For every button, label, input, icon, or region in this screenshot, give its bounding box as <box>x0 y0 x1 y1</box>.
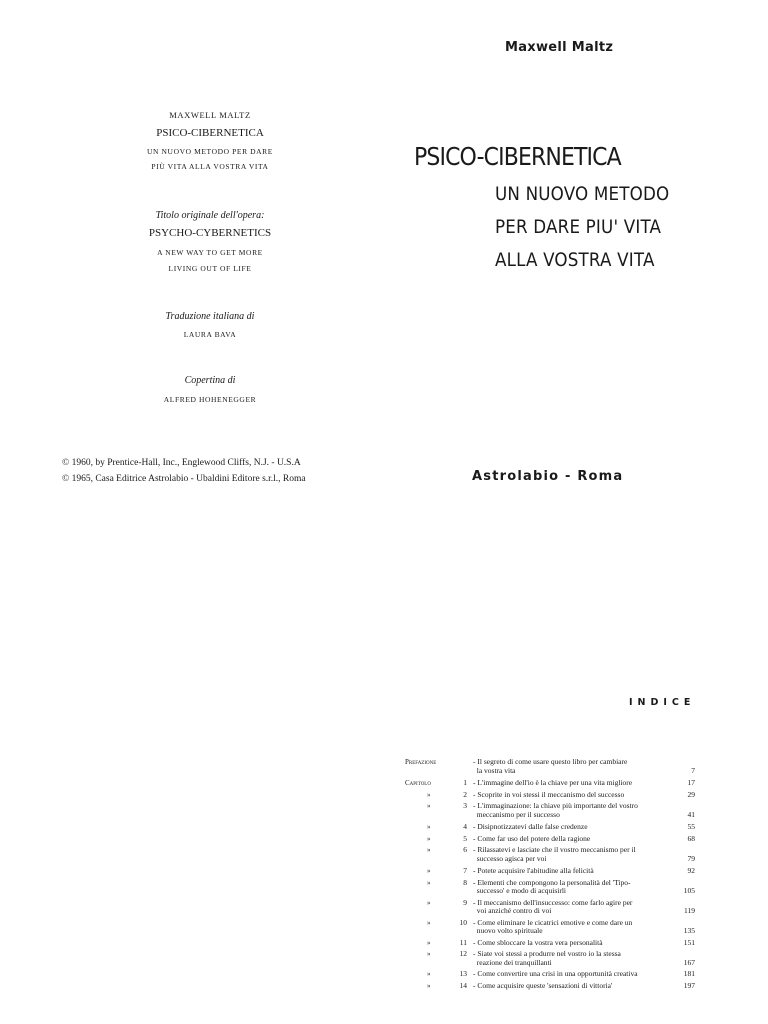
original-title-label: Titolo originale dell'opera: <box>155 210 265 221</box>
cover-label: Copertina di <box>184 375 236 386</box>
toc-entry-label: Prefazione <box>405 758 437 766</box>
toc-entry-page: 55 <box>687 822 695 831</box>
copyright-line-1: © 1960, by Prentice-Hall, Inc., Englewood Cliffs, N.J. - U.S.A <box>62 458 301 468</box>
toc-entry <box>405 846 695 863</box>
toc-entry-page: 181 <box>683 969 695 978</box>
toc-entry <box>405 823 695 832</box>
toc-entry <box>405 950 695 967</box>
toc-entry-number: 3 <box>463 801 467 810</box>
toc-entry-title <box>471 758 671 775</box>
toc-entry-title <box>471 950 671 967</box>
toc-entry-title-line: reazione dei tranquillanti <box>473 957 552 967</box>
toc-entry-title-line: - Potete acquisire l'abitudine alla felicità <box>473 866 594 875</box>
toc-entry-title-line: la vostra vita <box>473 765 516 775</box>
toc-entry-label: » <box>427 867 431 875</box>
toc-entry-title-line: - Come sbloccare la vostra vera personalità <box>473 937 603 947</box>
toc-entry-label: » <box>427 823 431 831</box>
toc-entry-title-line: - Come convertire una crisi in una opportunità creativa <box>473 969 638 978</box>
colophon-subtitle-line2: PIÙ VITA ALLA VOSTRA VITA <box>151 162 269 171</box>
toc-entry-title-line: - Disipnotizzatevi dalle false credenze <box>473 822 588 831</box>
toc-entry-title <box>471 879 671 896</box>
toc-entry-number: 9 <box>463 897 467 907</box>
toc-entry-page: 41 <box>687 809 695 819</box>
toc-entry-label: » <box>427 878 431 887</box>
cover-artist: ALFRED HOHENEGGER <box>163 395 257 404</box>
toc-entry-number: 4 <box>463 822 467 831</box>
title-page-subtitle-line3: ALLA VOSTRA VITA <box>495 249 655 271</box>
toc-entry-title-line: nuovo volto spirituale <box>473 926 543 935</box>
toc-entry-title-line: - Siate voi stessi a produrre nel vostro io la stessa <box>473 949 621 958</box>
translation-label: Traduzione italiana di <box>165 311 255 322</box>
toc-entry-title-line: successo' e modo di acquisirli <box>473 886 566 895</box>
toc-entry-page: 17 <box>687 778 695 787</box>
toc-entry-label: » <box>427 802 431 810</box>
toc-entry-page: 92 <box>687 866 695 875</box>
toc-entry-page: 7 <box>691 765 695 775</box>
toc-entry-title-line: - Elementi che compongono la personalità del 'Tipo- <box>473 877 631 887</box>
toc-entry <box>405 939 695 948</box>
toc-entry-title <box>471 982 671 991</box>
toc-entry-number: 2 <box>463 789 467 799</box>
toc-entry-label: » <box>427 898 431 907</box>
toc-entry-title <box>471 939 671 948</box>
colophon-author: MAXWELL MALTZ <box>169 110 251 120</box>
toc-entry-label: » <box>427 834 431 843</box>
toc-entry-page: 151 <box>683 937 695 947</box>
toc-entry <box>405 835 695 844</box>
toc-entry-number: 1 <box>463 778 467 787</box>
toc-entry-number: 14 <box>459 980 467 990</box>
toc-entry <box>405 791 695 800</box>
toc-entry-title <box>471 779 671 788</box>
toc-entry-title-line: - Come acquisire queste 'sensazioni di vittoria' <box>473 980 613 990</box>
toc-entry <box>405 867 695 876</box>
toc-entry-page: 197 <box>683 980 695 990</box>
toc-entry <box>405 802 695 819</box>
colophon-title: PSICO-CIBERNETICA <box>156 127 264 139</box>
toc-entry-title-line: - Il meccanismo dell'insuccesso: come farlo agire per <box>473 897 633 907</box>
toc-entry <box>405 899 695 916</box>
toc-entry-title <box>471 919 671 936</box>
toc-entry-label: » <box>427 846 431 854</box>
toc-entry-label: » <box>427 970 431 978</box>
title-page-subtitle-line1: UN NUOVO METODO <box>495 183 670 205</box>
toc-entry-title-line: - Rilassatevi e lasciate che il vostro meccanismo per il <box>473 845 636 854</box>
toc-entry <box>405 779 695 788</box>
toc-entry-title-line: - Scoprite in voi stessi il meccanismo del successo <box>473 789 625 799</box>
toc-entry-label: Capitolo <box>405 779 431 787</box>
toc-entry-title <box>471 823 671 832</box>
toc-entry-number: 12 <box>459 949 467 958</box>
toc-entry-label: » <box>427 981 431 990</box>
copyright-line-2: © 1965, Casa Editrice Astrolabio - Ubaldini Editore s.r.l., Roma <box>62 474 306 484</box>
toc-entry-page: 79 <box>687 853 695 863</box>
toc-entry-title-line: - Il segreto di come usare questo libro per cambiare <box>473 757 628 766</box>
toc-entry-page: 105 <box>683 886 695 895</box>
toc-entry-title <box>471 802 671 819</box>
toc-entry-number: 5 <box>463 833 467 843</box>
toc-entry-title-line: successo agisca per voi <box>473 853 547 863</box>
toc-entry-title <box>471 970 671 979</box>
toc-entry <box>405 970 695 979</box>
toc-entry-title-line: meccanismo per il successo <box>473 809 560 819</box>
toc-entry-page: 135 <box>683 926 695 935</box>
toc-entry-number: 6 <box>463 845 467 854</box>
toc-entry-label: » <box>427 938 431 947</box>
original-subtitle-line1: A NEW WAY TO GET MORE <box>157 248 263 257</box>
original-title: PSYCHO-CYBERNETICS <box>148 227 272 239</box>
toc-entry-title <box>471 791 671 800</box>
toc-entry-page: 68 <box>687 833 695 843</box>
toc-entry-title-line: - L'immagine dell'io è la chiave per una vita migliore <box>473 778 633 787</box>
title-page-author: Maxwell Maltz <box>505 40 614 55</box>
translator-name: LAURA BAVA <box>183 330 237 339</box>
toc-entry <box>405 879 695 896</box>
toc-entry-number: 8 <box>463 877 467 887</box>
toc-entry-page: 167 <box>683 957 695 967</box>
toc-entry-number: 13 <box>459 969 467 978</box>
toc-entry-page: 119 <box>684 906 695 915</box>
toc-entry-label: » <box>427 950 431 958</box>
toc-entry-title <box>471 899 671 916</box>
table-of-contents <box>405 755 695 990</box>
toc-entry <box>405 982 695 991</box>
toc-entry-number: 7 <box>463 866 467 875</box>
publisher: Astrolabio - Roma <box>472 469 624 484</box>
toc-entry-title <box>471 835 671 844</box>
toc-entry-label: » <box>427 918 431 927</box>
toc-entry <box>405 758 695 775</box>
toc-entry-title-line: - L'immaginazione: la chiave più importante del vostro <box>473 801 638 810</box>
toc-entry-page: 29 <box>687 789 695 799</box>
toc-entry-title-line: voi anziché contro di voi <box>473 906 552 915</box>
title-page-subtitle-line2: PER DARE PIU' VITA <box>495 216 662 238</box>
toc-entry-number: 11 <box>459 937 467 947</box>
toc-entry-label: » <box>427 790 431 799</box>
toc-entry-title-line: - Come far uso del potere della ragione <box>473 833 591 843</box>
toc-entry <box>405 919 695 936</box>
toc-entry-title <box>471 846 671 863</box>
toc-entry-number: 10 <box>459 917 467 927</box>
toc-entry-title-line: - Come eliminare le cicatrici emotive e come dare un <box>473 917 633 927</box>
colophon-subtitle-line1: UN NUOVO METODO PER DARE <box>147 147 273 156</box>
index-heading: INDICE <box>629 697 696 708</box>
toc-entry-title <box>471 867 671 876</box>
original-subtitle-line2: LIVING OUT OF LIFE <box>168 264 252 273</box>
title-page-title: PSICO-CIBERNETICA <box>414 142 621 171</box>
